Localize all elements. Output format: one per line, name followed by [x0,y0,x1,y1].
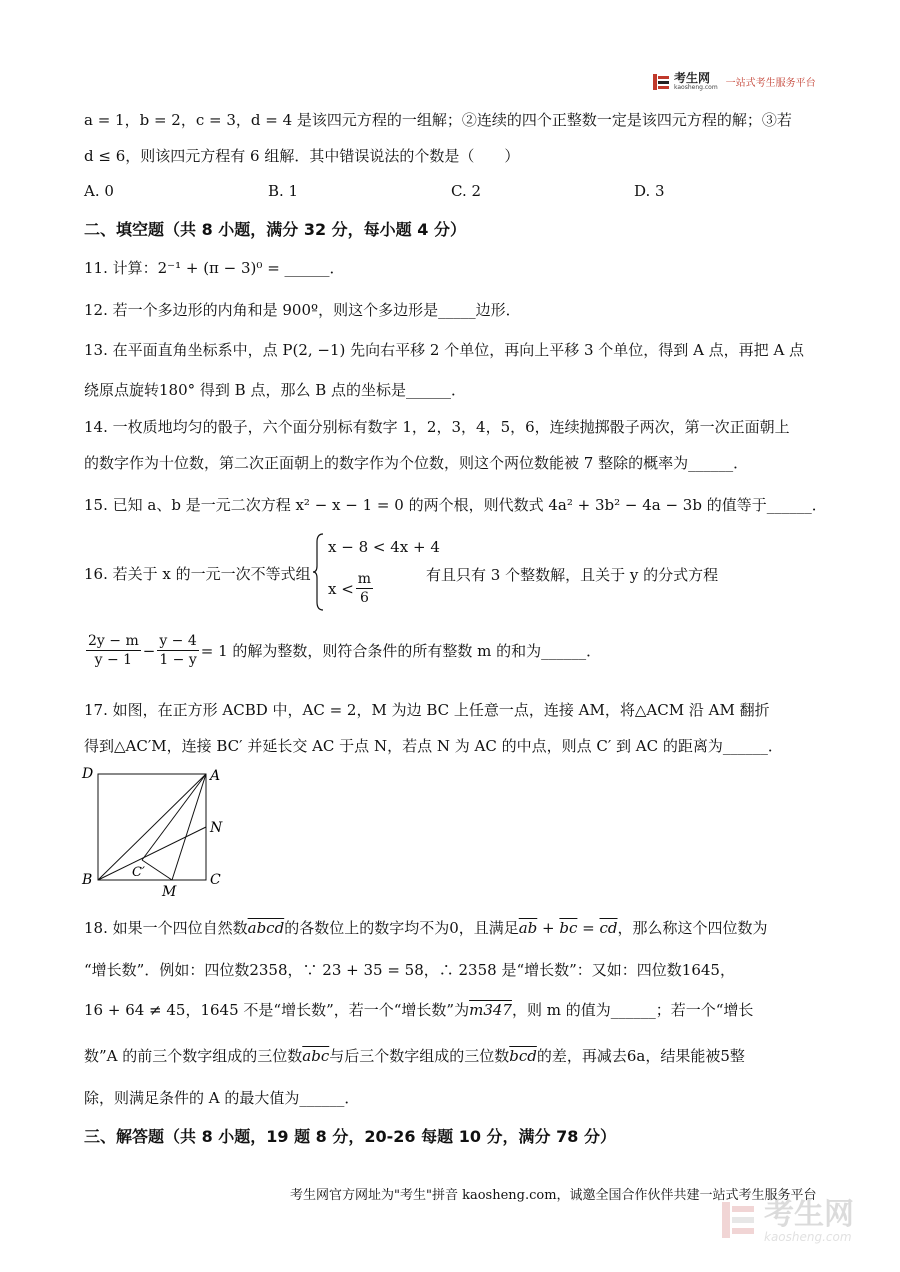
q18-l1-a: 18. 如果一个四位自然数 [84,919,248,937]
q13-line1: 13. 在平面直角坐标系中，点 P(2, −1) 先向右平移 2 个单位，再向上平移 3 个单位，得到 A 点，再把 A 点 [84,341,805,359]
q16-prefix: 16. 若关于 x 的一元一次不等式组 [84,565,311,583]
q18-l3-a: 16 + 64 ≠ 45，1645 不是“增长数”，若一个“增长数”为 [84,1001,470,1019]
diagonal-ba [98,774,206,880]
q14-line1: 14. 一枚质地均匀的骰子，六个面分别标有数字 1，2，3，4，5，6，连续抛掷骰子两次，第一次正面朝上 [84,418,790,436]
label-n: N [210,820,223,836]
logo-domain: kaosheng.com [674,84,718,91]
q16-ineq2-num: m [357,571,372,587]
logo-name: 考生网 [674,71,711,85]
q18-abcd: abcd [247,919,285,937]
segment-bn [98,827,206,880]
q10-line1: a = 1，b = 2，c = 3，d = 4 是该四元方程的一组解；②连续的四个正整数一定是该四元方程的解；③若 [84,111,792,129]
q12: 12. 若一个多边形的内角和是 900º，则这个多边形是_____边形． [84,301,521,319]
kaosheng-logo-icon [652,73,670,91]
section2-title: 二、填空题（共 8 小题，满分 32 分，每小题 4 分） [84,220,466,239]
segment-c-prime-m [142,860,172,880]
q18-line5: 除，则满足条件的 A 的最大值为______． [84,1089,360,1107]
q16-frac2-num: y − 4 [159,633,197,649]
label-b: B [82,872,93,888]
q18-eq: = [577,919,600,937]
q18-cd: $\overline{cd}$ [599,919,618,937]
q18-line2: “增长数”．例如：四位数2358，∵ 23 + 35 = 58，∴ 2358 是“增长数”：又如：四位数1645， [84,961,735,979]
q16-brace-icon [312,532,324,616]
q18-plus: + [537,919,560,937]
q16-ineq1: x − 8 < 4x + 4 [328,538,440,556]
q13-line2: 绕原点旋转180° 得到 B 点，那么 B 点的坐标是______． [84,381,467,399]
label-c: C [210,872,221,888]
q18-l4-b: 与后三个数字组成的三位数 [329,1047,510,1065]
q18-l3-b: ，则 m 的值为______；若一个“增长 [511,1001,754,1019]
q16-minus: − [142,641,156,660]
q16-tail: = 1 的解为整数，则符合条件的所有整数 m 的和为______． [200,642,602,660]
q14-line2: 的数字作为十位数，第二次正面朝上的数字作为个位数，则这个两位数能被 7 整除的概率为______． [84,454,749,472]
q18-l4-a: 数”A 的前三个数字组成的三位数 [84,1047,303,1065]
q18-abc: $\overline{abc}$ [302,1047,330,1065]
segment-ac-prime [142,774,206,860]
q16-ineq2-fraction [356,570,373,607]
q18-l4-c: 的差，再减去6a，结果能被5整 [536,1047,745,1065]
q17-figure [80,762,240,906]
q18-bc: $\overline{bc}$ [559,919,578,937]
q18-m347: m347 [469,1001,512,1019]
q10-option-b: B. 1 [268,182,299,200]
q16-ineq2-lhs: x < [328,579,354,598]
q18-ab: $\overline{ab}$ [518,919,538,937]
section3-title: 三、解答题（共 8 小题，19 题 8 分，20-26 每题 10 分，满分 78 分） [84,1127,616,1146]
q16-suffix: 有且只有 3 个整数解，且关于 y 的分式方程 [426,566,719,584]
footer-text: 考生网官方网址为"考生"拼音 kaosheng.com，诚邀全国合作伙伴共建一站式考生服务平台 [290,1188,817,1203]
watermark-name: 考生网 [764,1197,854,1232]
segment-am [172,774,206,880]
q18-l1-c: ，那么称这个四位数为 [617,919,768,937]
q17-line1: 17. 如图，在正方形 ACBD 中，AC = 2，M 为边 BC 上任意一点，连接 AM，将△ACM 沿 AM 翻折 [84,701,770,719]
q16-frac1-den: y − 1 [94,652,133,668]
q16-equation-line [84,632,601,669]
watermark-logo-icon [720,1200,756,1244]
q18-line1 [84,918,768,938]
logo-tagline: 一站式考生服务平台 [725,78,816,89]
label-m: M [162,884,177,900]
q18-bcd: $\overline{bcd}$ [509,1047,537,1065]
q16-frac2-den: 1 − y [159,652,197,668]
q10-option-d: D. 3 [634,182,665,200]
q16-ineq2-den: 6 [359,590,369,606]
q10-option-a: A. 0 [84,182,114,200]
q17-line2: 得到△AC′M，连接 BC′ 并延长交 AC 于点 N，若点 N 为 AC 的中点，则点 C′ 到 AC 的距离为______． [84,737,783,755]
q16-frac1 [86,632,141,669]
q16-frac1-num: 2y − m [88,633,139,649]
q16-ineq2 [328,570,375,607]
q10-option-c: C. 2 [451,182,482,200]
header-logo [652,72,816,91]
q18-line4 [84,1046,745,1066]
q15: 15. 已知 a、b 是一元二次方程 x² − x − 1 = 0 的两个根，则代数式 4a² + 3b² − 4a − 3b 的值等于______． [84,496,827,514]
label-d: D [82,766,94,782]
label-a: A [210,768,221,784]
q10-line2: d ≤ 6，则该四元方程有 6 组解．其中错误说法的个数是（ ） [84,147,520,165]
q18-line3 [84,1000,753,1020]
label-c-prime: C′ [132,865,145,880]
q11: 11. 计算：2⁻¹ + (π − 3)⁰ = ______． [84,259,345,277]
watermark [720,1197,854,1244]
q18-l1-b: 的各数位上的数字均不为0，且满足 [284,919,519,937]
watermark-domain: kaosheng.com [764,1230,852,1244]
q16-frac2 [157,632,198,669]
